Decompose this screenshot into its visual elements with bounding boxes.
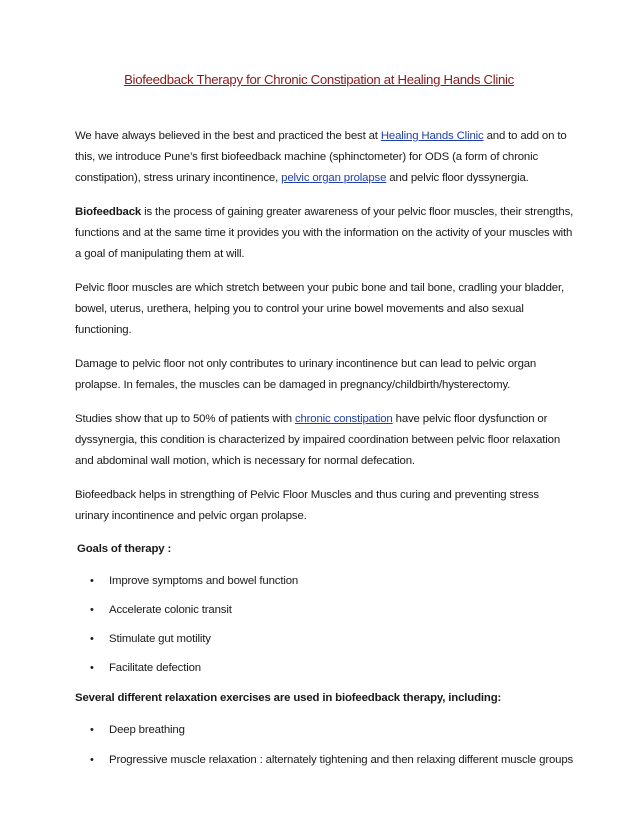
- list-item: [75, 750, 575, 770]
- bullet-icon: •: [90, 604, 94, 616]
- goal-text: Accelerate colonic transit: [109, 604, 232, 616]
- goals-heading-text: Goals of therapy :: [77, 543, 172, 555]
- goal-text: Facilitate defection: [109, 662, 201, 674]
- document-body: [75, 126, 575, 780]
- list-item: [75, 721, 575, 740]
- document-title: Biofeedback Therapy for Chronic Constipation at Healing Hands Clinic: [124, 72, 514, 87]
- biofeedback-term: Biofeedback: [75, 206, 142, 218]
- bullet-icon: •: [90, 633, 94, 645]
- damage-paragraph: Damage to pelvic floor not only contributes to urinary incontinence but can lead to pelvic organ prolapse. In females, the muscles can be damaged in pregnancy/childbirth/hysterectomy.: [75, 358, 537, 391]
- healing-hands-clinic-link[interactable]: Healing Hands Clinic: [380, 130, 484, 142]
- bullet-icon: •: [90, 662, 94, 674]
- studies-text-2: have pelvic floor dysfunction or dyssynergia, this condition is characterized by impaired coordination between pelvic floor relaxation and abdominal wall motion, which is necessary for normal defecation.: [75, 413, 561, 467]
- intro-text-2: and to add on to this, we introduce Pune’s first biofeedback machine (sphinctometer) for ODS (a form of chronic constipation), stress urinary incontinence,: [75, 130, 567, 184]
- goals-list: [75, 572, 575, 678]
- pelvic-organ-prolapse-link[interactable]: pelvic organ prolapse: [281, 172, 387, 184]
- list-item: [75, 659, 575, 678]
- chronic-constipation-link[interactable]: chronic constipation: [294, 413, 393, 425]
- intro-text-3: and pelvic floor dyssynergia.: [386, 172, 529, 184]
- biofeedback-definition: is the process of gaining greater awareness of your pelvic floor muscles, their strengths, functions and at the same time it provides you with the information on the activity of your muscles with a goal of manipulating them at will.: [75, 206, 574, 260]
- studies-text-1: Studies show that up to 50% of patients with: [75, 413, 295, 425]
- exercise-text: Progressive muscle relaxation : alternately tightening and then relaxing different muscle groups: [109, 754, 574, 766]
- exercises-list: [75, 721, 575, 770]
- list-item: [75, 601, 575, 620]
- exercises-heading-text: Several different relaxation exercises are used in biofeedback therapy, including:: [75, 692, 502, 704]
- intro-text-1: We have always believed in the best and practiced the best at: [75, 130, 381, 142]
- list-item: [75, 630, 575, 649]
- strengthening-paragraph: Biofeedback helps in strengthing of Pelvic Floor Muscles and thus curing and preventing stress urinary incontinence and pelvic organ prolapse.: [75, 489, 539, 522]
- bullet-icon: •: [90, 724, 94, 736]
- studies-paragraph: [75, 409, 575, 472]
- bullet-icon: •: [90, 575, 94, 587]
- list-item: [75, 572, 575, 591]
- biofeedback-paragraph: [75, 202, 575, 265]
- pelvic-floor-paragraph: Pelvic floor muscles are which stretch between your pubic bone and tail bone, cradling your bladder, bowel, uterus, urethera, helping you to control your urine bowel movements and also sexual functioning.: [75, 282, 565, 336]
- goals-heading: [77, 539, 575, 560]
- intro-paragraph: [75, 126, 575, 189]
- goal-text: Improve symptoms and bowel function: [109, 575, 299, 587]
- exercises-heading: [75, 688, 575, 709]
- exercise-text: Deep breathing: [109, 724, 185, 736]
- bullet-icon: •: [90, 754, 94, 766]
- goal-text: Stimulate gut motility: [109, 633, 211, 645]
